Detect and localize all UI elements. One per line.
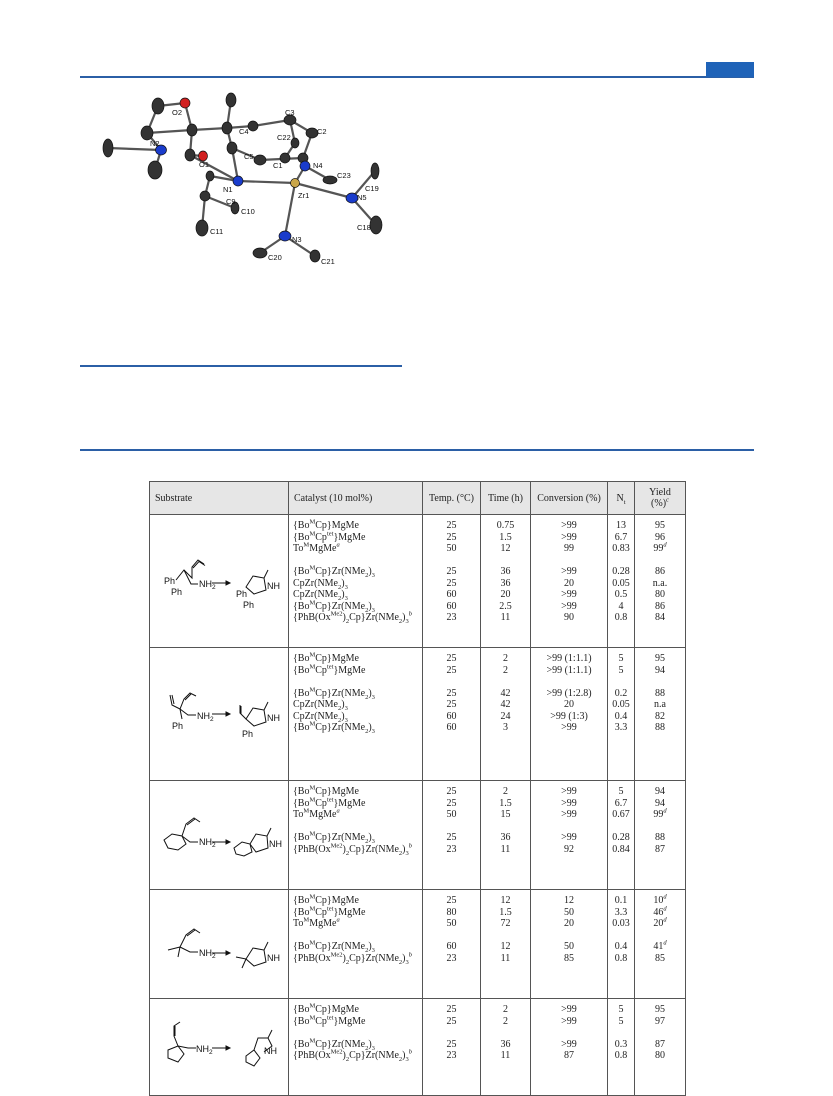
substrate-diphenyl-aminopentene-scheme	[154, 520, 293, 642]
value-line: 25	[446, 687, 457, 699]
turnover-cell	[608, 999, 635, 1096]
value-line: 84	[655, 612, 665, 623]
value-line: 99$^d$	[653, 807, 667, 820]
conversion-cell	[531, 515, 608, 648]
value-line: 5	[618, 1015, 624, 1027]
catalyst-line: $To^MMgMe^a$	[293, 916, 340, 929]
yield-cell	[635, 781, 686, 890]
yield-cell	[635, 515, 686, 648]
value-line: 5	[618, 664, 624, 676]
value-line: >99	[561, 1015, 577, 1027]
value-line: >99	[561, 832, 577, 843]
substrate-cyclohexyl-aminopentene-scheme	[154, 786, 293, 884]
catalyst-line: $\{Bo^MCp\}Zr(NMe_2)_3$	[293, 1037, 375, 1052]
turnover-cell	[608, 515, 635, 648]
turnover-cell	[608, 890, 635, 999]
value-line: 0.83	[612, 543, 630, 554]
catalyst-line: $\{Bo^MCp^{tet}\}MgMe$	[293, 905, 366, 918]
value-line: >99	[561, 722, 577, 733]
value-line: 42	[500, 687, 511, 699]
value-line: 86	[655, 600, 665, 612]
value-line: 80	[446, 906, 457, 918]
section-rule-short	[80, 365, 402, 367]
substrate-cell	[150, 515, 289, 648]
value-line: >99	[561, 786, 577, 797]
catalyst-cell	[289, 890, 423, 999]
catalyst-line: $\{Bo^MCp\}MgMe$	[293, 651, 359, 664]
conversion-cell	[531, 781, 608, 890]
atom-label: C11	[210, 227, 224, 236]
value-line: 13	[616, 520, 626, 531]
value-line: 88	[655, 722, 665, 733]
value-line: >99 (1:1.1)	[546, 653, 592, 664]
temperature-cell	[423, 781, 481, 890]
value-line: 25	[446, 699, 457, 710]
yield-cell	[635, 890, 686, 999]
temperature-cell	[423, 515, 481, 648]
value-line: 50	[446, 543, 457, 554]
atom-label: N1	[223, 185, 233, 194]
catalyst-cell	[289, 999, 423, 1096]
table-row	[150, 890, 686, 999]
value-line: 20	[564, 577, 574, 589]
value-line: 2	[503, 1015, 508, 1027]
value-line: 25	[446, 577, 457, 589]
atom-label: C21	[321, 257, 335, 266]
value-line: >99	[561, 589, 577, 600]
value-line: 0.05	[612, 699, 630, 710]
chem-label-ph: Ph	[164, 576, 176, 586]
conversion-cell	[531, 999, 608, 1096]
catalyst-line: $\{Bo^MCp\}Zr(NMe_2)_3$	[293, 939, 375, 954]
catalyst-line: $To^MMgMe^a$	[293, 807, 340, 820]
catalyst-cell	[289, 648, 423, 781]
value-line: 25	[446, 520, 457, 531]
chem-label-ph: Ph	[242, 729, 254, 739]
atom-label: C10	[241, 207, 255, 216]
value-line: 25	[446, 531, 457, 543]
value-line: 15	[500, 809, 511, 820]
value-line: 2	[503, 786, 508, 797]
value-line: 10$^d$	[653, 893, 667, 906]
value-line: 0.8	[614, 952, 628, 964]
table-row	[150, 648, 686, 781]
value-line: 5	[618, 653, 624, 664]
value-line: 0.84	[612, 843, 630, 855]
catalyst-line: $\{PhB(Ox^{Me2})_2Cp\}Zr(NMe_2)_3^b$	[293, 842, 412, 857]
value-line: 25	[446, 1004, 457, 1015]
value-line: 25	[446, 797, 457, 809]
value-line: 50	[446, 809, 457, 820]
chem-label-nh2: $NH_2$	[199, 579, 216, 591]
value-line: 36	[500, 566, 511, 577]
atom-label: C22	[277, 133, 291, 142]
table-header-row	[150, 482, 686, 515]
value-line: >99 (1:3)	[550, 710, 588, 722]
value-line: >99	[561, 520, 577, 531]
catalyst-line: $CpZr(NMe_2)_3$	[293, 699, 348, 712]
value-line: 36	[500, 1038, 511, 1050]
atom-label: O2	[172, 108, 183, 117]
value-line: >99 (1:2.8)	[546, 687, 592, 699]
table-row	[150, 781, 686, 890]
chem-label-ph: Ph	[236, 589, 248, 599]
chem-label-nh2: $NH_2$	[199, 948, 216, 960]
value-line: >99	[561, 809, 577, 820]
value-line: 25	[446, 895, 457, 906]
catalyst-line: $\{Bo^MCp\}Zr(NMe_2)_3$	[293, 599, 375, 614]
value-line: 25	[446, 664, 457, 676]
conversion-cell	[531, 890, 608, 999]
value-line: 42	[500, 699, 511, 710]
value-line: 25	[446, 786, 457, 797]
time-cell	[481, 781, 531, 890]
value-line: 20	[500, 589, 511, 600]
value-line: 99	[564, 543, 574, 554]
time-cell	[481, 999, 531, 1096]
crystal-structure-figure	[95, 88, 405, 268]
value-line: 95	[655, 520, 665, 531]
value-line: 95	[655, 1004, 665, 1015]
chem-label-ph: Ph	[172, 721, 184, 731]
value-line: 60	[446, 941, 457, 952]
value-line: 1.5	[499, 531, 512, 543]
value-line: 87	[655, 843, 665, 855]
chem-label-ph: Ph	[243, 600, 255, 610]
value-line: 96	[655, 531, 665, 543]
value-line: 50	[564, 906, 574, 918]
turnover-cell	[608, 781, 635, 890]
substrate-cell	[150, 999, 289, 1096]
value-line: 92	[564, 843, 574, 855]
header-tab-block	[706, 62, 754, 77]
atom-label: Zr1	[298, 191, 310, 200]
chem-label-nh2: $NH_2$	[199, 837, 216, 849]
atom-label: N5	[357, 193, 367, 202]
value-line: 25	[446, 1038, 457, 1050]
header-rule	[80, 76, 754, 78]
value-line: >99	[561, 531, 577, 543]
catalyst-cell	[289, 781, 423, 890]
chem-label-nh: NH	[267, 581, 280, 591]
value-line: 0.3	[614, 1038, 628, 1050]
substrate-allyl-phenyl-aminopentene-scheme	[154, 653, 293, 775]
header-time: Time (h)	[481, 482, 531, 515]
value-line: 87	[655, 1038, 665, 1050]
catalyst-line: $CpZr(NMe_2)_3$	[293, 589, 348, 602]
value-line: 25	[446, 1015, 457, 1027]
value-line: 0.28	[612, 832, 630, 843]
chem-label-nh: NH	[264, 1046, 277, 1056]
value-line: 88	[655, 687, 665, 699]
value-line: 3.3	[614, 722, 628, 733]
value-line: 11	[500, 843, 511, 855]
value-line: 82	[655, 710, 665, 722]
conversion-cell	[531, 648, 608, 781]
substrate-cell	[150, 781, 289, 890]
catalyst-line: $\{PhB(Ox^{Me2})_2Cp\}Zr(NMe_2)_3^b$	[293, 1048, 412, 1063]
atom-label: C19	[365, 184, 379, 193]
chem-label-nh2: $NH_2$	[196, 1044, 213, 1056]
atom-label: N2	[150, 139, 160, 148]
atom-label: C2	[317, 127, 327, 136]
value-line: 99$^d$	[653, 541, 667, 554]
value-line: 12	[500, 941, 511, 952]
value-line: 0.1	[614, 895, 628, 906]
value-line: 36	[500, 832, 511, 843]
time-cell	[481, 890, 531, 999]
atom-label: C1	[273, 161, 283, 170]
yield-cell	[635, 999, 686, 1096]
chem-label-nh: NH	[269, 839, 282, 849]
value-line: 95	[655, 653, 665, 664]
header-temperature: Temp. (°C)	[423, 482, 481, 515]
value-line: 60	[446, 710, 457, 722]
header-yield: Yield (%)$^c$	[635, 482, 686, 515]
substrate-cyclopentyl-aminopentene-scheme	[154, 1004, 293, 1090]
value-line: 0.67	[612, 809, 630, 820]
value-line: 0.05	[612, 577, 630, 589]
header-catalyst: Catalyst (10 mol%)	[289, 482, 423, 515]
value-line: 24	[500, 710, 511, 722]
value-line: 11	[500, 952, 511, 964]
value-line: 3.3	[614, 906, 628, 918]
catalyst-line: $\{Bo^MCp^{tet}\}MgMe$	[293, 796, 366, 809]
value-line: 11	[500, 1050, 511, 1061]
temperature-cell	[423, 890, 481, 999]
header-conversion: Conversion (%)	[531, 482, 608, 515]
value-line: 88	[655, 832, 665, 843]
value-line: 1.5	[499, 797, 512, 809]
value-line: 0.4	[614, 710, 628, 722]
catalyst-line: $\{Bo^MCp\}Zr(NMe_2)_3$	[293, 720, 375, 735]
atom-label: N4	[313, 161, 323, 170]
value-line: 97	[655, 1015, 665, 1027]
atom-label: N3	[292, 235, 302, 244]
atom-label: C23	[337, 171, 351, 180]
value-line: 0.4	[614, 941, 628, 952]
value-line: >99	[561, 797, 577, 809]
value-line: 41$^d$	[653, 939, 667, 952]
value-line: >99	[561, 600, 577, 612]
value-line: 0.5	[614, 589, 628, 600]
atom-label: C18	[357, 223, 371, 232]
value-line: 5	[618, 1004, 624, 1015]
value-line: 85	[655, 952, 665, 964]
catalyst-line: $\{PhB(Ox^{Me2})_2Cp\}Zr(NMe_2)_3^b$	[293, 951, 412, 966]
value-line: 50	[446, 918, 457, 929]
chem-label-nh: NH	[267, 953, 280, 963]
substrate-cell	[150, 890, 289, 999]
value-line: 6.7	[614, 531, 628, 543]
catalyst-line: $CpZr(NMe_2)_3$	[293, 577, 348, 591]
value-line: 20	[564, 918, 574, 929]
catalyst-line: $\{Bo^MCp\}MgMe$	[293, 893, 359, 906]
time-cell	[481, 515, 531, 648]
value-line: 23	[446, 612, 457, 623]
value-line: 87	[564, 1050, 574, 1061]
value-line: >99	[561, 1004, 577, 1015]
value-line: 6.7	[614, 797, 628, 809]
temperature-cell	[423, 999, 481, 1096]
value-line: 36	[500, 577, 511, 589]
value-line: 94	[655, 786, 665, 797]
catalyst-line: $To^MMgMe^a$	[293, 541, 340, 554]
chem-label-nh2: $NH_2$	[197, 711, 214, 723]
value-line: 25	[446, 653, 457, 664]
value-line: 20	[564, 699, 574, 710]
value-line: n.a	[654, 699, 666, 710]
value-line: 94	[655, 797, 665, 809]
value-line: 12	[500, 543, 511, 554]
catalyst-line: $\{Bo^MCp^{tet}\}MgMe$	[293, 1014, 366, 1027]
catalyst-line: $\{Bo^MCp\}MgMe$	[293, 1002, 359, 1015]
value-line: 0.03	[612, 918, 630, 929]
value-line: 5	[618, 786, 624, 797]
time-cell	[481, 648, 531, 781]
value-line: 72	[500, 918, 511, 929]
atom-label: C5	[244, 152, 254, 161]
header-substrate: Substrate	[150, 482, 289, 515]
value-line: 25	[446, 832, 457, 843]
value-line: 23	[446, 952, 457, 964]
catalyst-line: $\{PhB(Ox^{Me2})_2Cp\}Zr(NMe_2)_3^b$	[293, 610, 412, 625]
value-line: 23	[446, 843, 457, 855]
value-line: 0.75	[496, 520, 515, 531]
value-line: 25	[446, 566, 457, 577]
section-rule-long	[80, 449, 754, 451]
value-line: 0.8	[614, 1050, 628, 1061]
value-line: >99 (1:1.1)	[546, 664, 592, 676]
header-turnover: $N_t$	[608, 482, 635, 515]
catalysis-results-table	[149, 481, 686, 1096]
catalyst-line: $\{Bo^MCp\}Zr(NMe_2)_3$	[293, 830, 375, 845]
table-row	[150, 515, 686, 648]
value-line: 2	[503, 664, 508, 676]
value-line: 1.5	[499, 906, 512, 918]
value-line: 50	[564, 941, 574, 952]
catalyst-line: $\{Bo^MCp\}MgMe$	[293, 784, 359, 797]
catalyst-line: $\{Bo^MCp^{tet}\}MgMe$	[293, 530, 366, 543]
value-line: 2	[503, 653, 508, 664]
value-line: 11	[500, 612, 511, 623]
value-line: 86	[655, 566, 665, 577]
value-line: 0.2	[614, 687, 628, 699]
catalyst-line: $\{Bo^MCp\}Zr(NMe_2)_3$	[293, 686, 375, 701]
table-row	[150, 999, 686, 1096]
turnover-cell	[608, 648, 635, 781]
value-line: 2	[503, 1004, 508, 1015]
value-line: 12	[564, 895, 574, 906]
catalyst-cell	[289, 515, 423, 648]
value-line: >99	[561, 566, 577, 577]
catalyst-line: $\{Bo^MCp^{tet}\}MgMe$	[293, 663, 366, 676]
value-line: 2.5	[499, 600, 512, 612]
value-line: 60	[446, 589, 457, 600]
catalyst-line: $CpZr(NMe_2)_3$	[293, 710, 348, 724]
value-line: n.a.	[652, 577, 668, 589]
value-line: 20$^d$	[653, 916, 667, 929]
atom-label: C3	[285, 108, 295, 117]
value-line: 80	[655, 589, 665, 600]
atom-label: O1	[199, 160, 210, 169]
value-line: 94	[655, 664, 665, 676]
value-line: 85	[564, 952, 574, 964]
yield-cell	[635, 648, 686, 781]
value-line: 90	[564, 612, 574, 623]
value-line: 23	[446, 1050, 457, 1061]
value-line: 60	[446, 722, 457, 733]
atom-label: C9	[226, 197, 236, 206]
substrate-dimethyl-aminopentene-scheme	[154, 895, 293, 993]
value-line: 46$^d$	[653, 905, 667, 918]
catalyst-line: $\{Bo^MCp\}MgMe$	[293, 518, 359, 531]
chem-label-ph: Ph	[171, 587, 183, 597]
value-line: 80	[655, 1050, 665, 1061]
value-line: 12	[500, 895, 511, 906]
value-line: >99	[561, 1038, 577, 1050]
atom-labels	[150, 108, 379, 266]
catalyst-line: $\{Bo^MCp\}Zr(NMe_2)_3$	[293, 564, 375, 579]
atom-label: C20	[268, 253, 282, 262]
value-line: 0.28	[612, 566, 630, 577]
value-line: 60	[446, 600, 457, 612]
value-line: 4	[618, 600, 624, 612]
temperature-cell	[423, 648, 481, 781]
substrate-cell	[150, 648, 289, 781]
value-line: 0.8	[614, 612, 628, 623]
value-line: 3	[503, 722, 508, 733]
chem-label-nh: NH	[267, 713, 280, 723]
atom-label: C4	[239, 127, 249, 136]
